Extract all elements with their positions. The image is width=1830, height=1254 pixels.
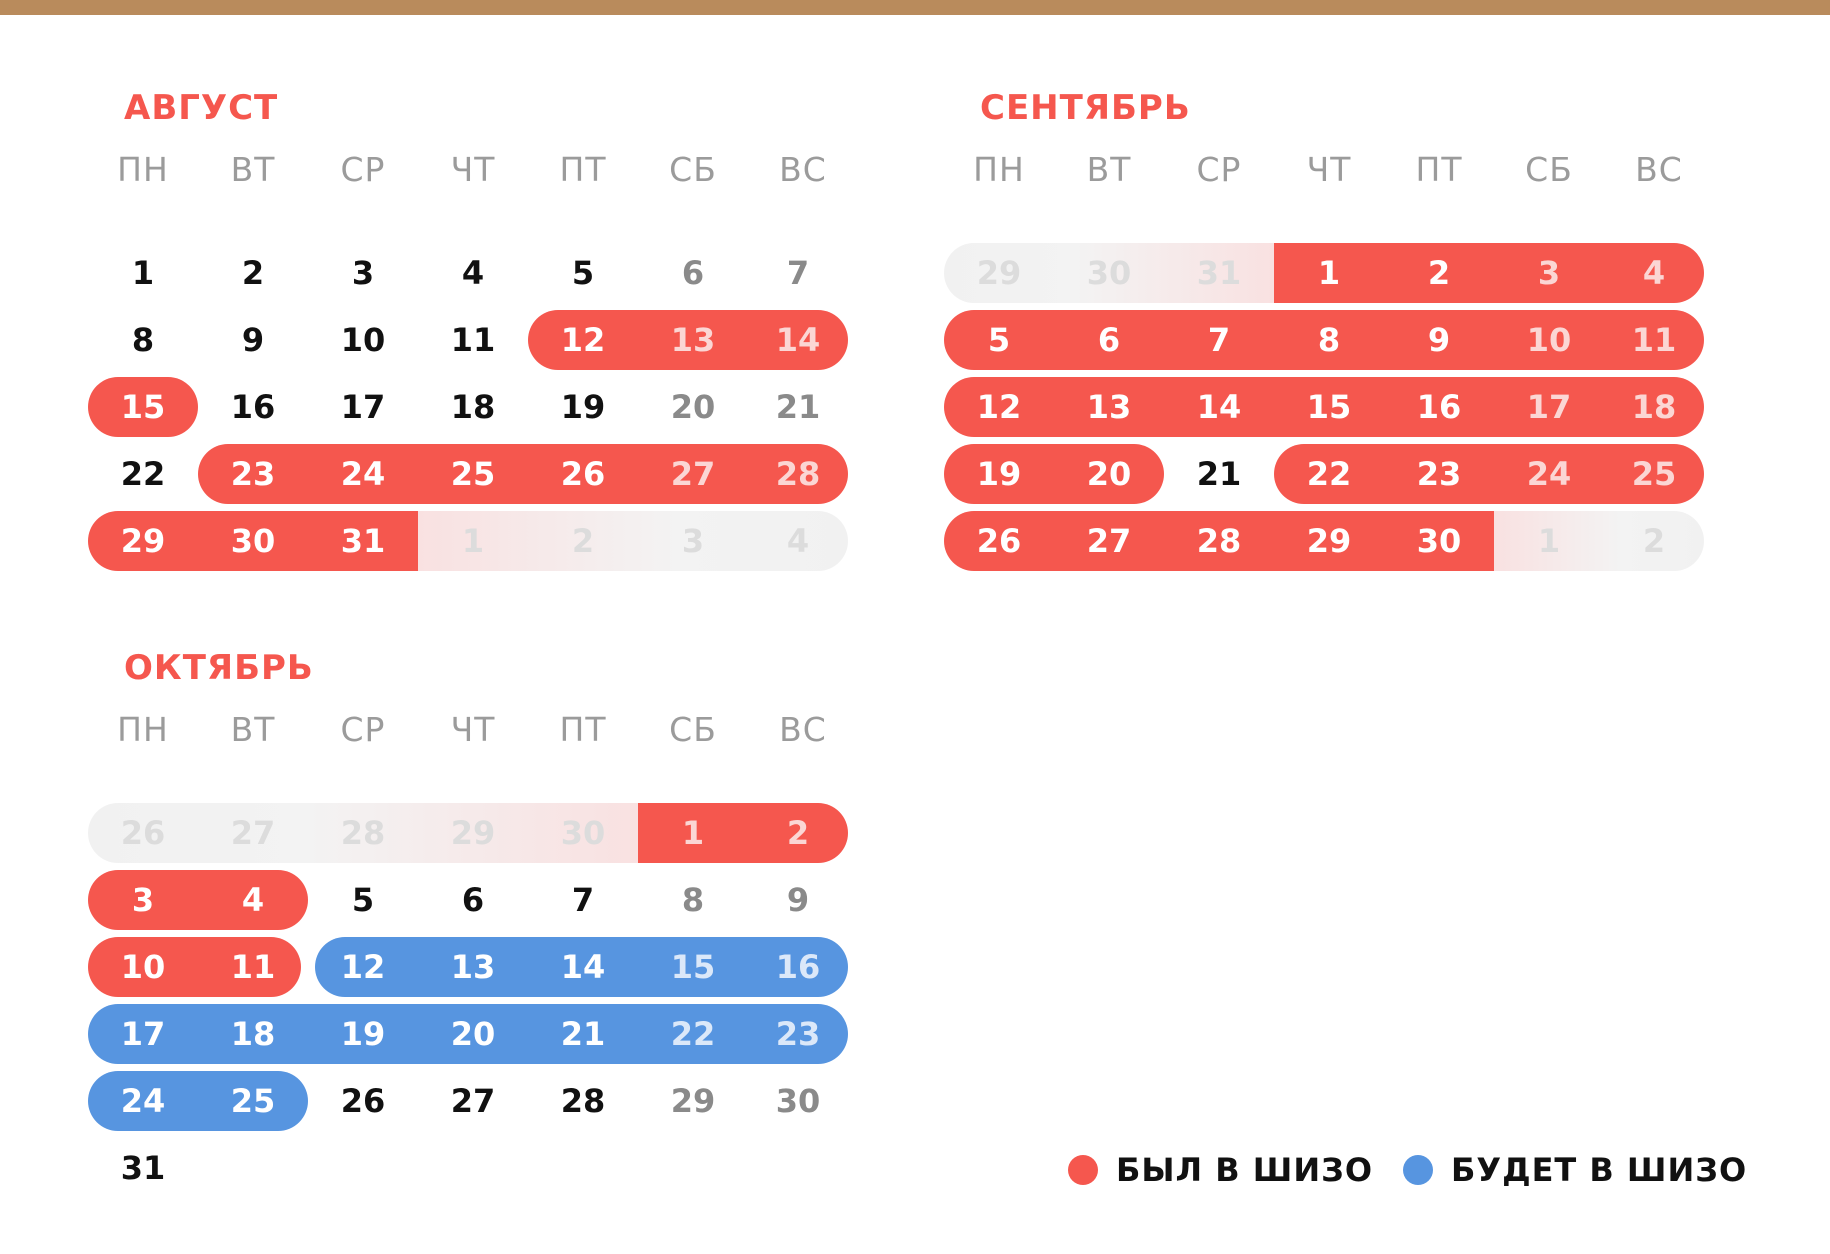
calendar-day: 5 xyxy=(987,321,1011,359)
calendar-day: 15 xyxy=(670,948,716,986)
calendar-day: 3 xyxy=(131,881,155,919)
weekday-header xyxy=(106,710,866,750)
calendar-day: 9 xyxy=(1427,321,1451,359)
month-title: ОКТЯБРЬ xyxy=(124,648,314,688)
calendar-day: 10 xyxy=(120,948,166,986)
calendar-day: 16 xyxy=(230,388,276,426)
adjacent-month-day: 27 xyxy=(230,814,276,852)
weekday-label: ЧТ xyxy=(450,710,496,749)
calendar-day: 1 xyxy=(1317,254,1341,292)
calendar-day: 13 xyxy=(1086,388,1132,426)
calendar-day: 21 xyxy=(775,388,821,426)
top-accent-bar xyxy=(0,0,1830,15)
legend-dot-blue-icon xyxy=(1403,1155,1433,1185)
adjacent-month-day: 1 xyxy=(461,522,485,560)
calendar-day: 17 xyxy=(1526,388,1572,426)
legend xyxy=(1068,1148,1748,1192)
calendar-day: 17 xyxy=(120,1015,166,1053)
calendar-day: 8 xyxy=(681,881,705,919)
month-october xyxy=(106,648,866,1208)
calendar-day: 13 xyxy=(450,948,496,986)
calendar-day: 5 xyxy=(571,254,595,292)
calendar-day: 20 xyxy=(1086,455,1132,493)
adjacent-month-day: 31 xyxy=(1196,254,1242,292)
calendar-day: 17 xyxy=(340,388,386,426)
calendar-day: 27 xyxy=(670,455,716,493)
weekday-header xyxy=(962,150,1722,190)
calendar-day: 21 xyxy=(560,1015,606,1053)
weekday-label: ВС xyxy=(779,150,827,189)
calendar-grid xyxy=(106,243,866,583)
calendar-day: 30 xyxy=(230,522,276,560)
calendar-day: 4 xyxy=(241,881,265,919)
weekday-label: ВТ xyxy=(230,150,276,189)
calendar-day: 24 xyxy=(1526,455,1572,493)
calendar-day: 2 xyxy=(786,814,810,852)
calendar-day: 18 xyxy=(230,1015,276,1053)
calendar-day: 7 xyxy=(1207,321,1231,359)
calendar-day: 16 xyxy=(1416,388,1462,426)
calendar-day: 8 xyxy=(131,321,155,359)
adjacent-month-day: 1 xyxy=(1537,522,1561,560)
calendar-day: 26 xyxy=(340,1082,386,1120)
legend-label: БУДЕТ В ШИЗО xyxy=(1451,1151,1748,1189)
adjacent-month-day: 29 xyxy=(976,254,1022,292)
calendar-day: 12 xyxy=(560,321,606,359)
calendar-day: 1 xyxy=(681,814,705,852)
month-title: АВГУСТ xyxy=(124,88,279,128)
weekday-label: СБ xyxy=(669,710,717,749)
calendar-day: 3 xyxy=(351,254,375,292)
calendar-day: 19 xyxy=(340,1015,386,1053)
weekday-label: СР xyxy=(340,710,386,749)
weekday-label: СР xyxy=(1196,150,1242,189)
adjacent-month-day: 4 xyxy=(786,522,810,560)
adjacent-month-day: 2 xyxy=(1642,522,1666,560)
weekday-label: ПТ xyxy=(559,710,607,749)
calendar-day: 10 xyxy=(340,321,386,359)
weekday-header xyxy=(106,150,866,190)
calendar-day: 23 xyxy=(1416,455,1462,493)
calendar-day: 30 xyxy=(1416,522,1462,560)
calendar-day: 20 xyxy=(450,1015,496,1053)
calendar-day: 29 xyxy=(1306,522,1352,560)
calendar-day: 20 xyxy=(670,388,716,426)
calendar-day: 31 xyxy=(340,522,386,560)
calendar-day: 9 xyxy=(241,321,265,359)
calendar-day: 4 xyxy=(461,254,485,292)
weekday-label: ПТ xyxy=(559,150,607,189)
calendar-day: 29 xyxy=(670,1082,716,1120)
legend-dot-red-icon xyxy=(1068,1155,1098,1185)
calendar-day: 18 xyxy=(1631,388,1677,426)
calendar-day: 7 xyxy=(571,881,595,919)
weekday-label: СР xyxy=(340,150,386,189)
month-september xyxy=(962,88,1722,588)
adjacent-month-day: 30 xyxy=(560,814,606,852)
calendar-day: 30 xyxy=(775,1082,821,1120)
adjacent-month-day: 29 xyxy=(450,814,496,852)
adjacent-month-day: 3 xyxy=(681,522,705,560)
calendar-day: 19 xyxy=(560,388,606,426)
calendar-day: 2 xyxy=(1427,254,1451,292)
calendar-day: 9 xyxy=(786,881,810,919)
calendar-day: 27 xyxy=(1086,522,1132,560)
calendar-day: 14 xyxy=(1196,388,1242,426)
weekday-label: ЧТ xyxy=(450,150,496,189)
calendar-day: 1 xyxy=(131,254,155,292)
calendar-day: 12 xyxy=(340,948,386,986)
adjacent-month-day: 2 xyxy=(571,522,595,560)
calendar-day: 12 xyxy=(976,388,1022,426)
calendar-day: 25 xyxy=(1631,455,1677,493)
adjacent-month-day: 30 xyxy=(1086,254,1132,292)
calendar-day: 6 xyxy=(681,254,705,292)
adjacent-month-day: 28 xyxy=(340,814,386,852)
calendar-day: 11 xyxy=(230,948,276,986)
calendar-day: 18 xyxy=(450,388,496,426)
weekday-label: ПТ xyxy=(1415,150,1463,189)
calendar-day: 13 xyxy=(670,321,716,359)
calendar-day: 28 xyxy=(560,1082,606,1120)
calendar-day: 11 xyxy=(450,321,496,359)
calendar-day: 4 xyxy=(1642,254,1666,292)
calendar-day: 7 xyxy=(786,254,810,292)
weekday-label: СБ xyxy=(669,150,717,189)
calendar-day: 23 xyxy=(775,1015,821,1053)
calendar-day: 22 xyxy=(670,1015,716,1053)
calendar-day: 16 xyxy=(775,948,821,986)
calendar-day: 14 xyxy=(560,948,606,986)
weekday-label: СБ xyxy=(1525,150,1573,189)
calendar-day: 2 xyxy=(241,254,265,292)
weekday-label: ВТ xyxy=(230,710,276,749)
calendar-day: 28 xyxy=(1196,522,1242,560)
calendar-day: 24 xyxy=(340,455,386,493)
calendar-day: 27 xyxy=(450,1082,496,1120)
calendar-day: 24 xyxy=(120,1082,166,1120)
weekday-label: ПН xyxy=(117,150,169,189)
calendar-day: 15 xyxy=(1306,388,1352,426)
calendar-day: 25 xyxy=(450,455,496,493)
calendar-day: 21 xyxy=(1196,455,1242,493)
adjacent-month-day: 26 xyxy=(120,814,166,852)
weekday-label: ПН xyxy=(973,150,1025,189)
calendar-day: 26 xyxy=(560,455,606,493)
calendar-day: 8 xyxy=(1317,321,1341,359)
calendar-day: 10 xyxy=(1526,321,1572,359)
calendar-day: 19 xyxy=(976,455,1022,493)
calendar-day: 3 xyxy=(1537,254,1561,292)
weekday-label: ВТ xyxy=(1086,150,1132,189)
calendar-day: 26 xyxy=(976,522,1022,560)
calendar-day: 6 xyxy=(461,881,485,919)
calendar-grid xyxy=(962,243,1722,583)
weekday-label: ВС xyxy=(1635,150,1683,189)
calendar-day: 29 xyxy=(120,522,166,560)
calendar-day: 11 xyxy=(1631,321,1677,359)
calendar-grid xyxy=(106,803,866,1187)
calendar-day: 23 xyxy=(230,455,276,493)
weekday-label: ЧТ xyxy=(1306,150,1352,189)
month-title: СЕНТЯБРЬ xyxy=(980,88,1191,128)
month-august xyxy=(106,88,866,588)
calendar-day: 5 xyxy=(351,881,375,919)
calendar-day: 14 xyxy=(775,321,821,359)
calendar-day: 6 xyxy=(1097,321,1121,359)
calendar-day: 22 xyxy=(120,455,166,493)
calendar-day: 25 xyxy=(230,1082,276,1120)
calendar-day: 15 xyxy=(120,388,166,426)
legend-label: БЫЛ В ШИЗО xyxy=(1116,1151,1374,1189)
weekday-label: ПН xyxy=(117,710,169,749)
calendar-day: 28 xyxy=(775,455,821,493)
calendar-day: 31 xyxy=(120,1149,166,1187)
calendar-day: 22 xyxy=(1306,455,1352,493)
weekday-label: ВС xyxy=(779,710,827,749)
